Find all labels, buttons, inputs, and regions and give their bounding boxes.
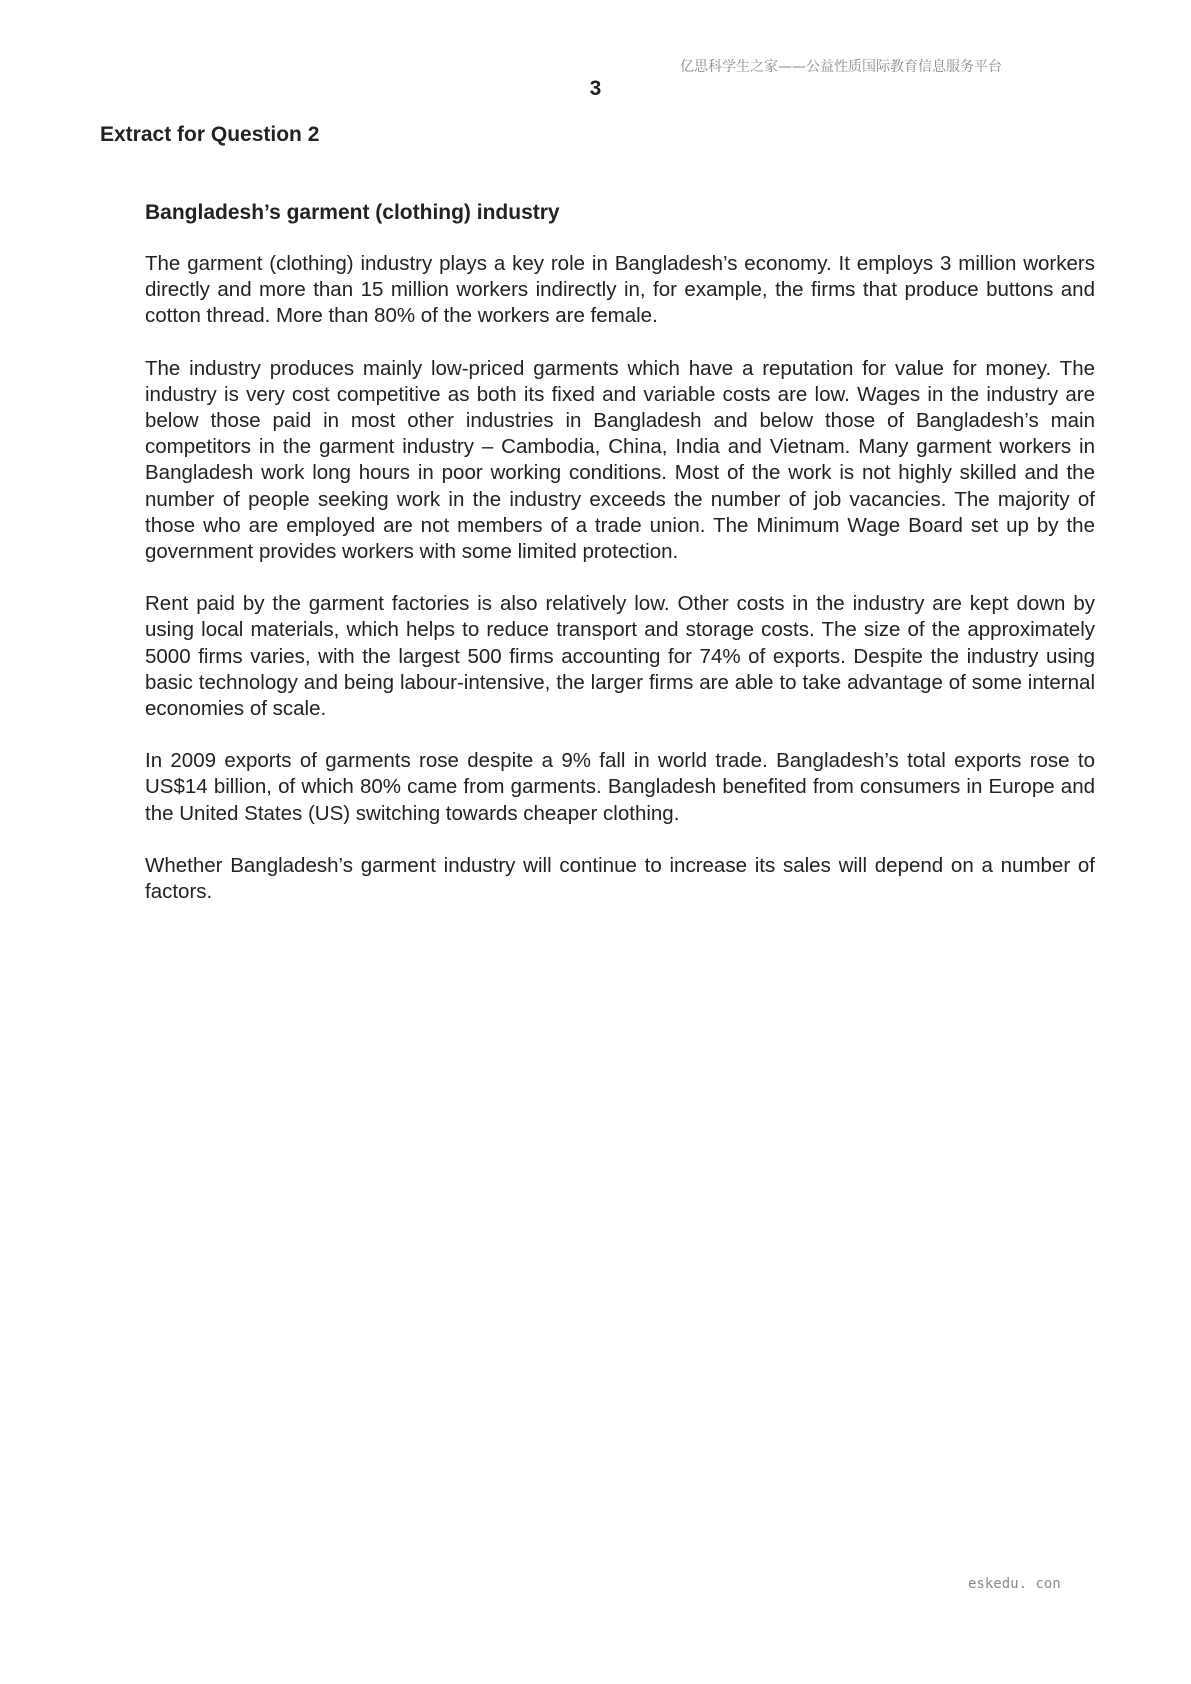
watermark-header: 亿思科学生之家——公益性质国际教育信息服务平台 bbox=[680, 59, 1002, 75]
page-number: 3 bbox=[589, 77, 602, 100]
article-paragraph: Rent paid by the garment factories is also relatively low. Other costs in the industry are kept down by using local materials, which helps to reduce transport and storage costs. The size of the approximately 5000 firms varies, with the largest 500 firms accounting for 74% of exports. Despite the industry using basic technology and being labour-intensive, the larger firms are able to take advantage of some internal economies of scale. bbox=[145, 592, 1095, 721]
article-paragraph: In 2009 exports of garments rose despite a 9% fall in world trade. Bangladesh’s total exports rose to US$14 billion, of which 80% came from garments. Bangladesh benefited from consumers in Europe and the United States (US) switching towards cheaper clothing. bbox=[145, 749, 1095, 825]
extract-heading: Extract for Question 2 bbox=[100, 123, 320, 146]
article-paragraph: The garment (clothing) industry plays a key role in Bangladesh’s economy. It employs 3 million workers directly and more than 15 million workers indirectly in, for example, the firms that produce buttons and cotton thread. More than 80% of the workers are female. bbox=[145, 252, 1095, 328]
watermark-footer: eskedu. con bbox=[968, 1576, 1061, 1592]
article-paragraph: Whether Bangladesh’s garment industry will continue to increase its sales will depend on a number of factors. bbox=[145, 853, 1095, 904]
article bbox=[145, 200, 1095, 931]
article-title: Bangladesh’s garment (clothing) industry bbox=[145, 201, 560, 224]
article-paragraph: The industry produces mainly low-priced garments which have a reputation for value for money. The industry is very cost competitive as both its fixed and variable costs are low. Wages in the industry are below those paid in most other industries in Bangladesh and below those of Bangladesh’s main competitors in the garment industry – Cambodia, China, India and Vietnam. Many garment workers in Bangladesh work long hours in poor working conditions. Most of the work is not highly skilled and the number of people seeking work in the industry exceeds the number of job vacancies. The majority of those who are employed are not members of a trade union. The Minimum Wage Board set up by the government provides workers with some limited protection. bbox=[145, 356, 1095, 564]
